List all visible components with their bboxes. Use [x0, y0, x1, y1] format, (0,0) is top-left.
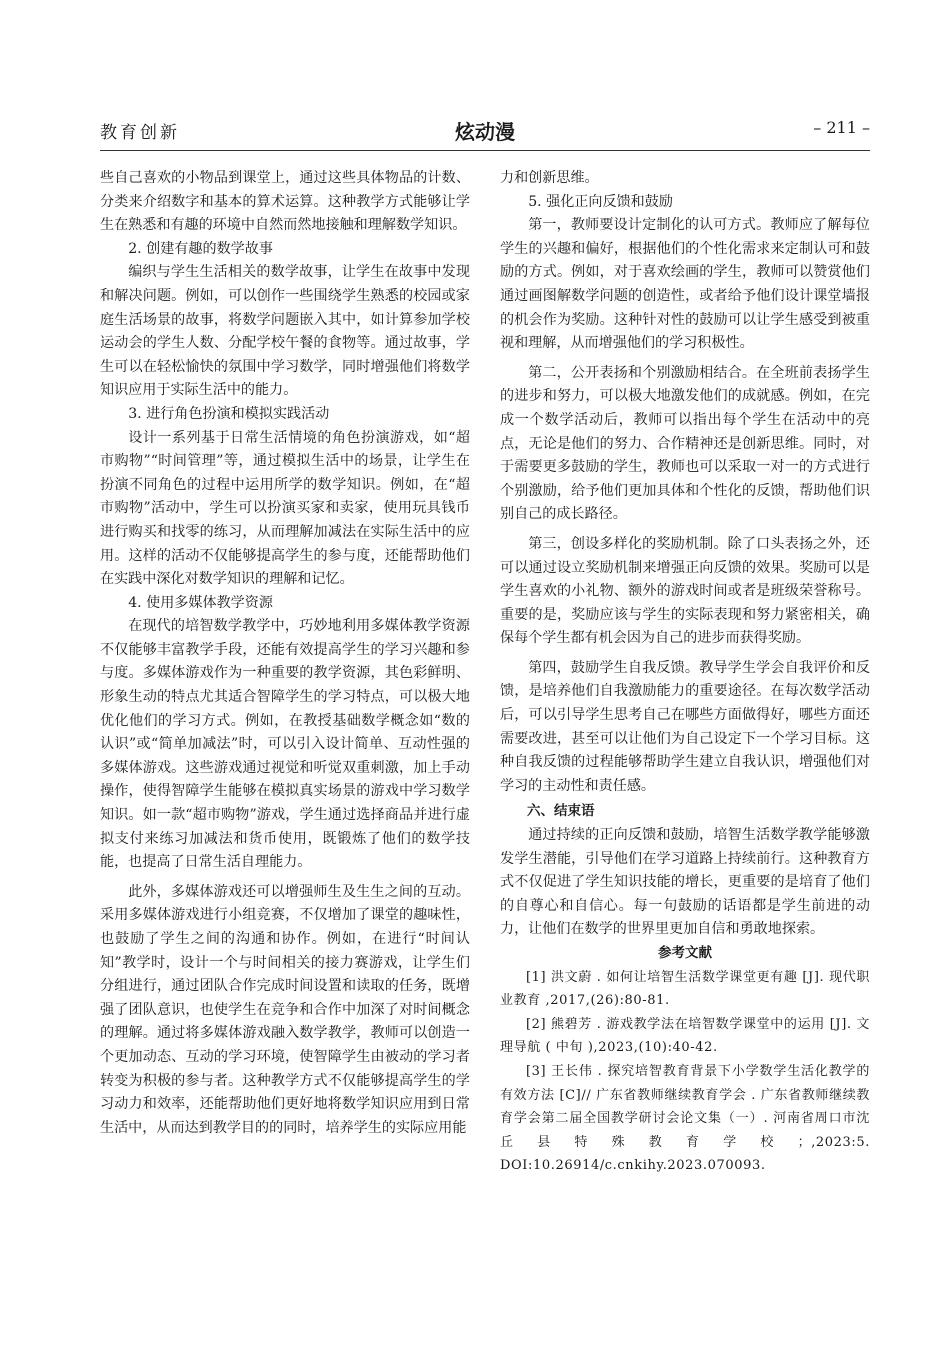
- paragraph: 第二，公开表扬和个别激励相结合。在全班前表扬学生的进步和努力，可以极大地激发他们的成就感。例如，在完成一个数学活动后，教师可以指出每个学生在活动中的亮点，无论是他们的努力、合作精神还是创新思维。同时，对于需要更多鼓励的学生，教师也可以采取一对一的方式进行个别激励，给予他们更加具体和个性化的反馈，帮助他们识别自己的成长路径。: [500, 364, 870, 523]
- paragraph: 此外，多媒体游戏还可以增强师生及生生之间的互动。采用多媒体游戏进行小组竞赛，不仅增加了课堂的趣味性，也鼓励了学生之间的沟通和协作。例如，在进行“时间认知”教学时，设计一个与时间相关的接力赛游戏，让学生们分组进行，通过团队合作完成时间设置和读取的任务，既增强了团队意识，也使学生在竞争和合作中加深了对时间概念的理解。通过将多媒体游戏融入数学教学，教师可以创造一个更加动态、互动的学习环境，使智障学生由被动的学习者转变为积极的参与者。这种教学方式不仅能够提高学生的学习动力和效率，还能帮助他们更好地将数学知识应用到日常生活中，从而达到教学目的的同时，培养学生的实际应用能: [100, 883, 470, 1136]
- paragraph: 力和创新思维。: [500, 170, 599, 186]
- journal-title: 炫动漫: [455, 120, 515, 144]
- header-rule: [100, 150, 870, 151]
- paragraph: 第一，教师要设计定制化的认可方式。教师应了解每位学生的兴趣和偏好，根据他们的个性化需求来定制认可和鼓励的方式。例如，对于喜欢绘画的学生，教师可以赞赏他们通过画图解数学问题的创造性，或者给予他们设计课堂墙报的机会作为奖励。这种针对性的鼓励可以让学生感受到被重视和理解，从而增强他们的学习积极性。: [500, 217, 870, 352]
- paragraph: 些自己喜欢的小物品到课堂上，通过这些具体物品的计数、分类来介绍数字和基本的算术运算。这种教学方式能够让学生在熟悉和有趣的环境中自然而然地接触和理解数学知识。: [100, 170, 470, 234]
- subheading: 3. 进行角色扮演和模拟实践活动: [128, 405, 330, 422]
- page-header: [100, 116, 870, 144]
- subheading: 2. 创建有趣的数学故事: [128, 240, 273, 257]
- paragraph: 通过持续的正向反馈和鼓励，培智生活数学教学能够激发学生潜能，引导他们在学习道路上持续前行。这种教育方式不仅促进了学生知识技能的增长，更重要的是培育了他们的自尊心和自信心。每一句鼓励的话语都是学生前进的动力，让他们在数学的世界里更加自信和勇敢地探索。: [500, 827, 870, 938]
- paragraph: 在现代的培智数学教学中，巧妙地利用多媒体教学资源不仅能够丰富教学手段，还能有效提高学生的学习兴趣和参与度。多媒体游戏作为一种重要的教学资源，其色彩鲜明、形象生动的特点尤其适合智障学生的学习特点，可以极大地优化他们的学习方式。例如，在教授基础数学概念如“数的认识”或“简单加减法”时，可以引入设计简单、互动性强的多媒体游戏。这些游戏通过视觉和听觉双重刺激，加上手动操作，使得智障学生能够在模拟真实场景的游戏中学习数学知识。如一款“超市购物”游戏，学生通过选择商品并进行虚拟支付来练习加减法和货币使用，既锻炼了他们的数学技能，也提高了日常生活自理能力。: [100, 618, 470, 871]
- reference-item: [1] 洪文蔚 . 如何让培智生活数学课堂更有趣 [J]. 现代职业教育 ,2017,(26):80-81.: [500, 969, 870, 1009]
- left-column: [100, 167, 470, 1140]
- subheading: 5. 强化正向反馈和鼓励: [528, 193, 673, 210]
- reference-item: [3] 王长伟 . 探究培智教育背景下小学数学生活化教学的有效方法 [C]// 广东省教师继续教育学会 . 广东省教师继续教育学会第二届全国教学研讨会论文集（一）. 河南省周口市沈丘县特殊教育学校；,2023:5. DOI:10.26914/c.cnkihy.2023.070093.: [500, 1063, 870, 1174]
- section-heading: 六、结束语: [527, 803, 595, 820]
- subheading: 4. 使用多媒体教学资源: [128, 594, 273, 611]
- paragraph: 编织与学生生活相关的数学故事，让学生在故事中发现和解决问题。例如，可以创作一些围绕学生熟悉的校园或家庭生活场景的故事，将数学问题嵌入其中，如计算参加学校运动会的学生人数、分配学校午餐的食物等。通过故事，学生可以在轻松愉快的氛围中学习数学，同时增强他们将数学知识应用于实际生活中的能力。: [100, 264, 470, 399]
- journal-section-label: 教育创新: [100, 123, 180, 143]
- page-number: – 211 –: [813, 118, 870, 137]
- paragraph: 第三，创设多样化的奖励机制。除了口头表扬之外，还可以通过设立奖励机制来增强正向反馈的效果。奖励可以是学生喜欢的小礼物、额外的游戏时间或者是班级荣誉称号。重要的是，奖励应该与学生的实际表现和努力紧密相关，确保每个学生都有机会因为自己的进步而获得奖励。: [500, 535, 870, 647]
- reference-item: [2] 熊碧芳 . 游戏教学法在培智数学课堂中的运用 [J]. 文理导航 ( 中旬 ),2023,(10):40-42.: [500, 1016, 870, 1056]
- right-column: [500, 167, 870, 1178]
- paragraph: 第四，鼓励学生自我反馈。教导学生学会自我评价和反馈，是培养他们自我激励能力的重要途径。在每次数学活动后，可以引导学生思考自己在哪些方面做得好，哪些方面还需要改进，甚至可以让他们为自己设定下一个学习目标。这种自我反馈的过程能够帮助学生建立自我认识，增强他们对学习的主动性和责任感。: [500, 659, 870, 794]
- paragraph: 设计一系列基于日常生活情境的角色扮演游戏，如“超市购物”“时间管理”等，通过模拟生活中的场景，让学生在扮演不同角色的过程中运用所学的数学知识。例如，在“超市购物”活动中，学生可以扮演买家和卖家，使用玩具钱币进行购买和找零的练习，从而理解加减法在实际生活中的应用。这样的活动不仅能够提高学生的参与度，还能帮助他们在实践中深化对数学知识的理解和记忆。: [100, 429, 470, 588]
- references-heading: 参考文献: [658, 945, 712, 961]
